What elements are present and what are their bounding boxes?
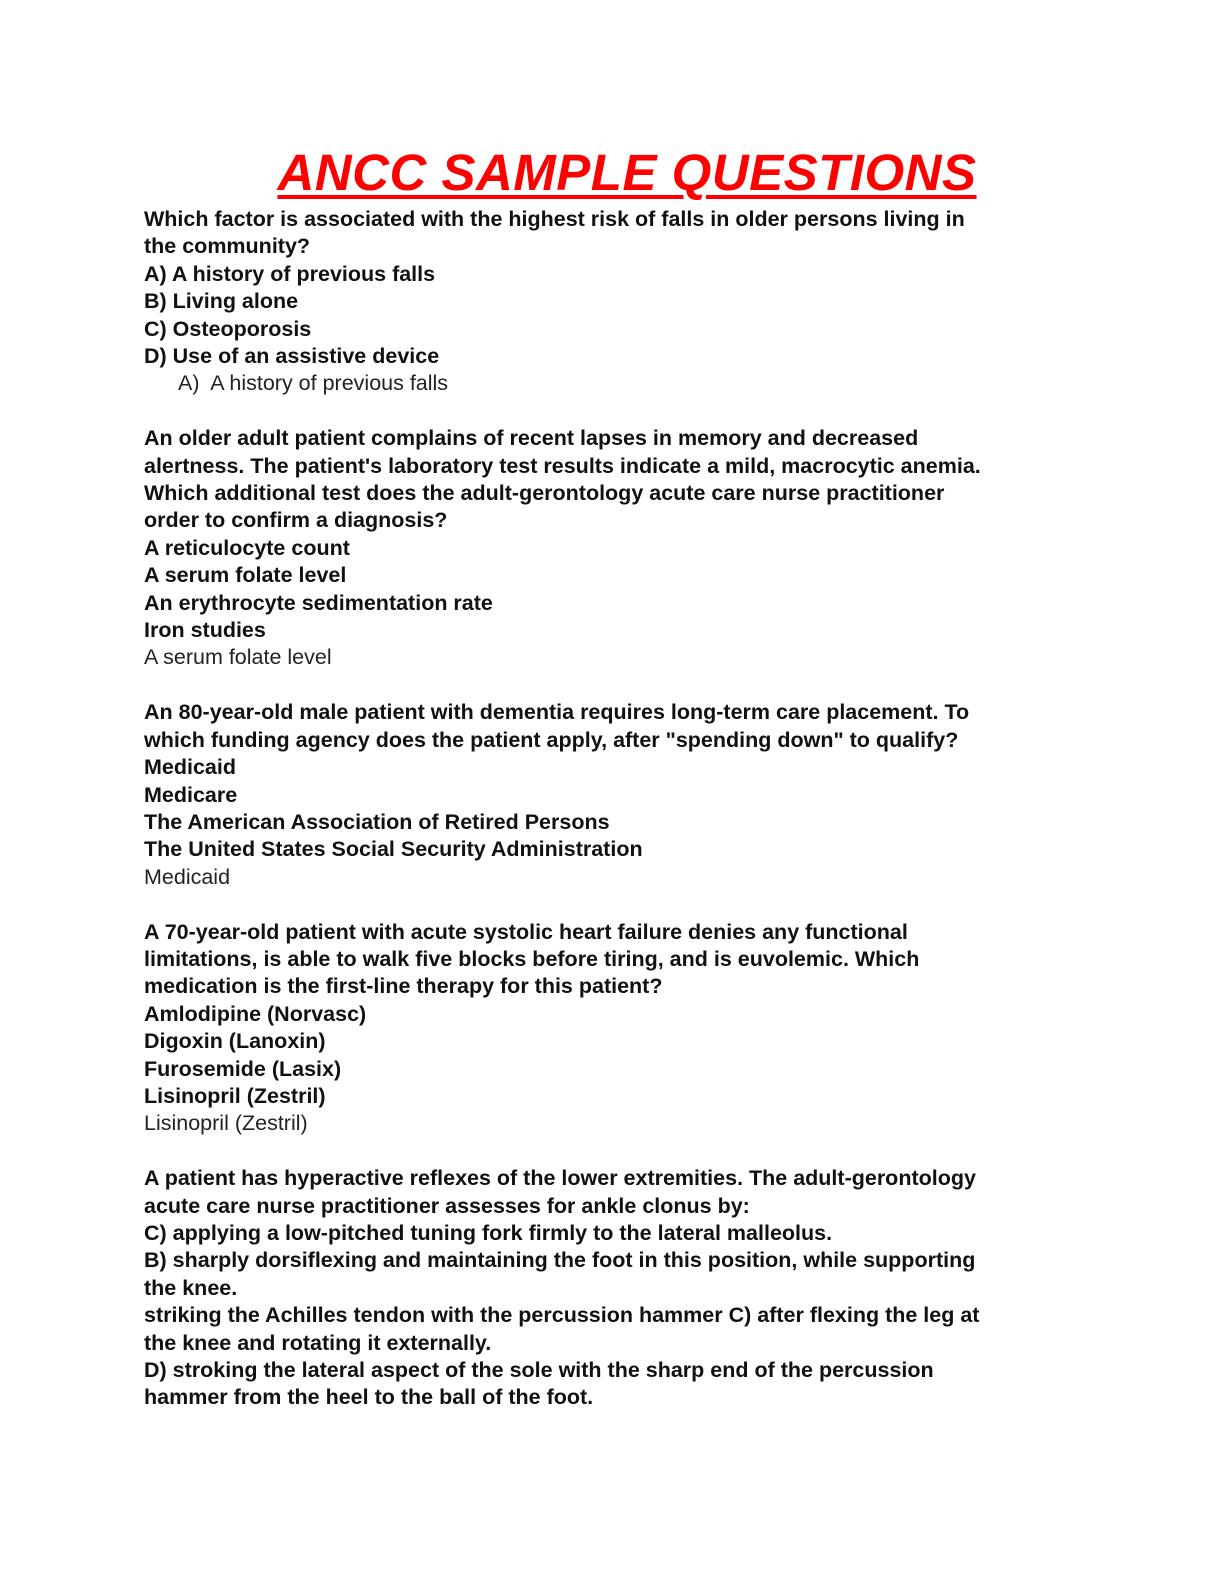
- answer-option: striking the Achilles tendon with the percussion hammer C) after flexing the leg at: [144, 1303, 980, 1328]
- answer-option: Amlodipine (Norvasc): [144, 1001, 367, 1026]
- question-stem-line: which funding agency does the patient apply, after "spending down" to qualify?: [144, 727, 959, 752]
- answer-option: A) A history of previous falls: [144, 261, 436, 286]
- answer-option: B) Living alone: [144, 289, 299, 314]
- correct-answer: Lisinopril (Zestril): [144, 1111, 308, 1136]
- question-stem-line: A patient has hyperactive reflexes of the lower extremities. The adult-gerontology: [144, 1166, 976, 1191]
- question-2: [144, 425, 1084, 672]
- correct-answer: Medicaid: [144, 864, 231, 889]
- answer-option: C) Osteoporosis: [144, 316, 312, 341]
- question-3: [144, 699, 1084, 891]
- question-stem-line: acute care nurse practitioner assesses for ankle clonus by:: [144, 1193, 750, 1218]
- answer-option: D) Use of an assistive device: [144, 344, 440, 369]
- question-stem-line: limitations, is able to walk five blocks before tiring, and is euvolemic. Which: [144, 946, 920, 971]
- question-stem-line: the community?: [144, 234, 311, 259]
- answer-option: The United States Social Security Administration: [144, 837, 643, 862]
- answer-option: A reticulocyte count: [144, 535, 350, 560]
- question-stem-line: An 80-year-old male patient with dementia requires long-term care placement. To: [144, 700, 970, 725]
- answer-option: B) sharply dorsiflexing and maintaining the foot in this position, while supporting: [144, 1248, 976, 1273]
- answer-option: Iron studies: [144, 618, 266, 643]
- answer-option: hammer from the heel to the ball of the foot.: [144, 1385, 594, 1410]
- answer-option: Medicare: [144, 782, 238, 807]
- answer-option: Medicaid: [144, 755, 236, 780]
- question-4: [144, 919, 1084, 1138]
- answer-option: Lisinopril (Zestril): [144, 1083, 326, 1108]
- answer-option: The American Association of Retired Persons: [144, 809, 610, 834]
- question-stem-line: An older adult patient complains of recent lapses in memory and decreased: [144, 426, 919, 451]
- question-stem-line: order to confirm a diagnosis?: [144, 508, 448, 533]
- question-stem-line: medication is the first-line therapy for this patient?: [144, 974, 663, 999]
- answer-option: the knee.: [144, 1275, 238, 1300]
- answer-option: A serum folate level: [144, 563, 347, 588]
- answer-option: C) applying a low-pitched tuning fork firmly to the lateral malleolus.: [144, 1220, 833, 1245]
- answer-option: Furosemide (Lasix): [144, 1056, 342, 1081]
- answer-option: An erythrocyte sedimentation rate: [144, 590, 493, 615]
- question-5: [144, 1165, 1084, 1412]
- question-stem-line: A 70-year-old patient with acute systolic heart failure denies any functional: [144, 919, 908, 944]
- question-1: [144, 206, 1084, 398]
- document-title: ANCC SAMPLE QUESTIONS: [277, 144, 977, 201]
- question-stem-line: Which additional test does the adult-gerontology acute care nurse practitioner: [144, 481, 945, 506]
- correct-answer: A serum folate level: [144, 645, 332, 670]
- answer-option: the knee and rotating it externally.: [144, 1330, 492, 1355]
- answer-option: D) stroking the lateral aspect of the sole with the sharp end of the percussion: [144, 1358, 934, 1382]
- correct-answer: A) A history of previous falls: [178, 371, 449, 396]
- question-stem-line: alertness. The patient's laboratory test results indicate a mild, macrocytic anemia.: [144, 453, 981, 478]
- question-stem-line: Which factor is associated with the highest risk of falls in older persons living in: [144, 207, 965, 231]
- document-page: [144, 140, 1084, 1439]
- answer-option: Digoxin (Lanoxin): [144, 1029, 326, 1054]
